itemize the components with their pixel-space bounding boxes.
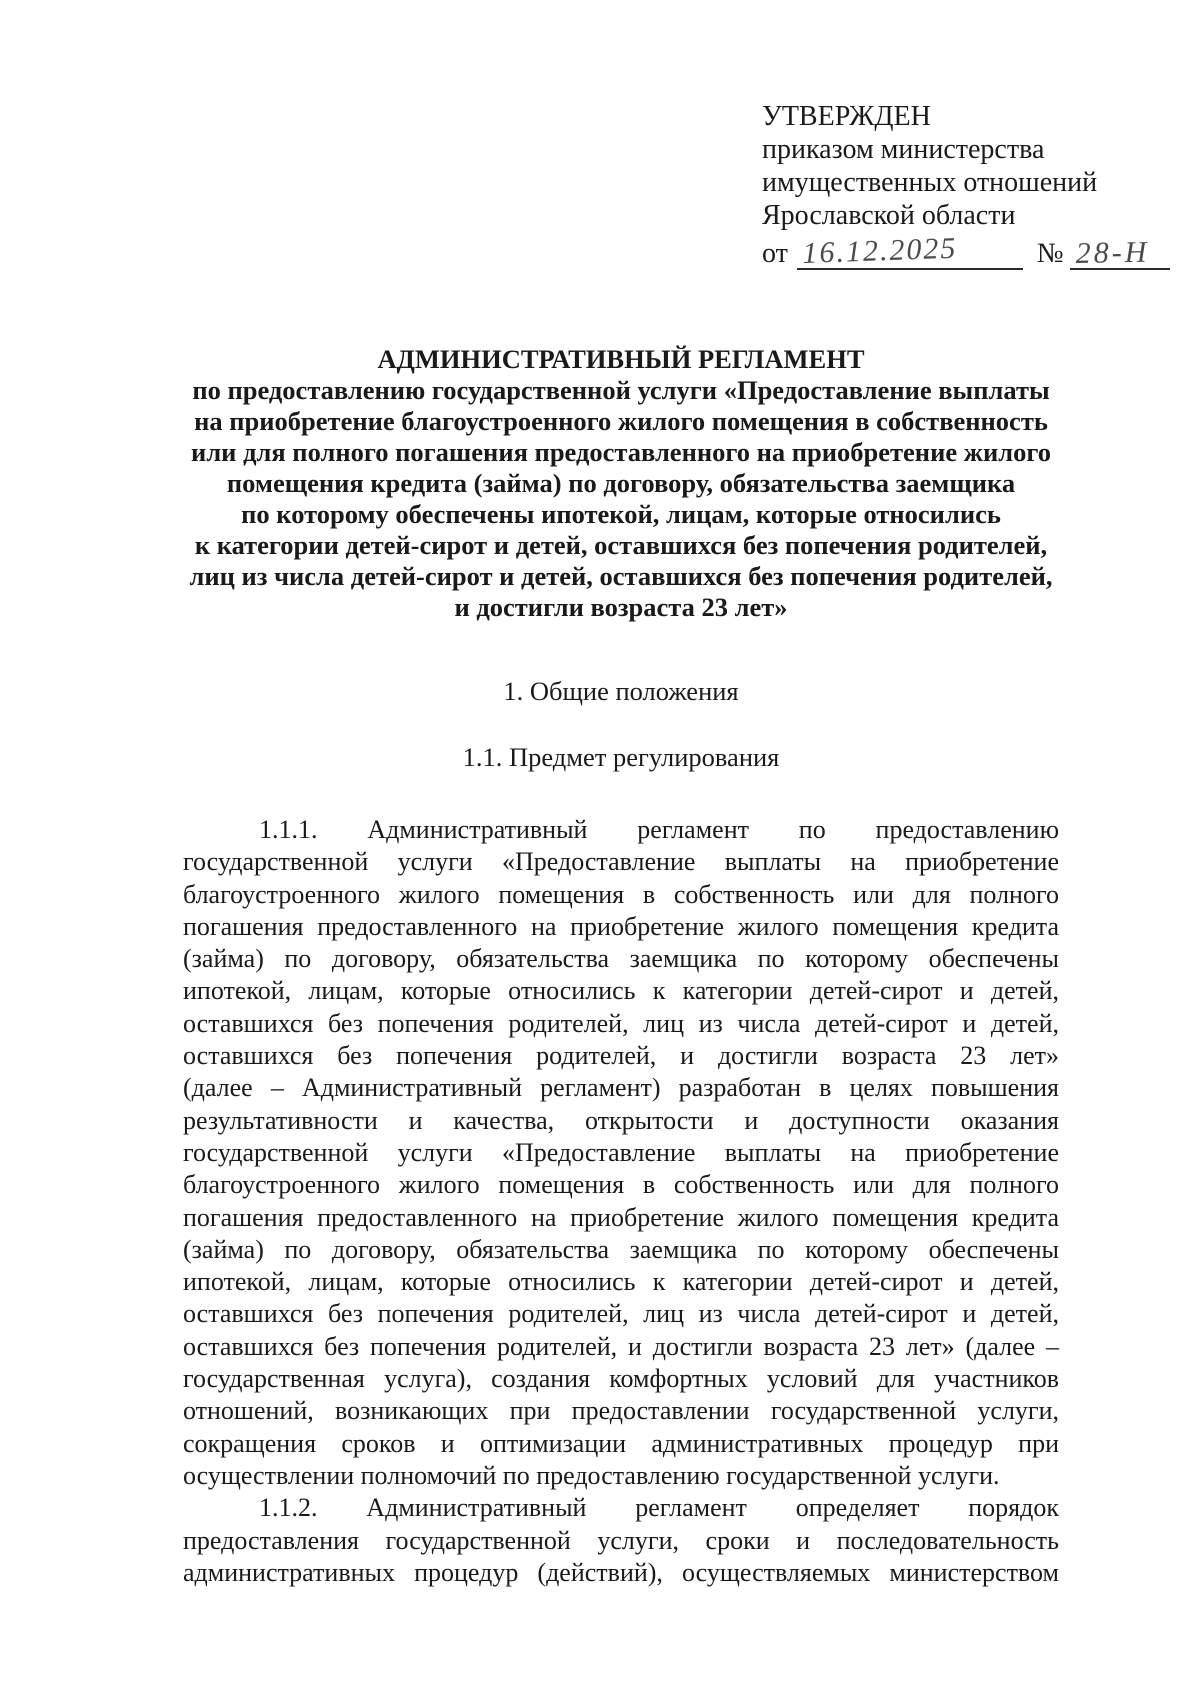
paragraph-line: государственной услуги «Предоставление выплаты на приобретение	[183, 847, 1059, 877]
title-line: помещения кредита (займа) по договору, обязательства заемщика	[226, 468, 1016, 498]
paragraph-line: предоставления государственной услуги, сроки и последовательность	[183, 1525, 1059, 1555]
paragraph-line: 1.1.1. Административный регламент по предоставлению	[259, 815, 1059, 844]
paragraph-1-1-2	[183, 1492, 1059, 1589]
handwritten-date: 16.12.2025	[801, 231, 958, 270]
approval-date-row	[762, 231, 1162, 270]
title-line: или для полного погашения предоставленного на приобретение жилого	[191, 437, 1051, 467]
paragraph-line: (займа) по договору, обязательства заемщика по которому обеспечены	[183, 1234, 1059, 1264]
paragraph-line: административных процедур (действий), осуществляемых министерством	[183, 1557, 1059, 1587]
section-heading-general: 1. Общие положения	[503, 676, 739, 706]
paragraph-line: государственная услуга), создания комфортных условий для участников	[183, 1364, 1059, 1394]
title-line: к категории детей-сирот и детей, оставшихся без попечения родителей,	[194, 530, 1048, 560]
paragraph-line: (далее – Административный регламент) разработан в целях повышения	[183, 1073, 1059, 1103]
approval-line-ministry: имущественных отношений	[762, 167, 1098, 198]
approval-line-region: Ярославской области	[762, 200, 1016, 231]
date-prefix-label: от	[762, 238, 788, 269]
paragraph-line: погашения предоставленного на приобретение жилого помещения кредита	[183, 1202, 1059, 1232]
title-line: лиц из числа детей-сирот и детей, оставшихся без попечения родителей,	[189, 561, 1053, 591]
title-line: и достигли возраста 23 лет»	[454, 592, 788, 622]
paragraph-line: результативности и качества, открытости и доступности оказания	[183, 1105, 1059, 1135]
body-text	[183, 814, 1059, 1589]
approval-block	[762, 100, 1162, 270]
number-sign-label: №	[1036, 238, 1064, 269]
paragraph-line: сокращения сроков и оптимизации административных процедур при	[183, 1428, 1059, 1458]
approval-line-order: приказом министерства	[762, 134, 1045, 165]
paragraph-line: отношений, возникающих при предоставлении государственной услуги,	[183, 1396, 1059, 1426]
paragraph-line: благоустроенного жилого помещения в собственность или для полного	[183, 879, 1059, 909]
title-line: по которому обеспечены ипотекой, лицам, которые относились	[241, 499, 1001, 529]
handwritten-number: 28-Н	[1075, 235, 1150, 270]
paragraph-line: оставшихся без попечения родителей, лиц из числа детей-сирот и детей,	[183, 1299, 1059, 1329]
paragraph-line: государственной услуги «Предоставление выплаты на приобретение	[183, 1137, 1059, 1167]
number-underline-field	[1070, 232, 1170, 270]
paragraph-line: (займа) по договору, обязательства заемщика по которому обеспечены	[183, 944, 1059, 974]
title-line: по предоставлению государственной услуги «Предоставление выплаты	[192, 375, 1050, 405]
title-line: на приобретение благоустроенного жилого помещения в собственность	[194, 406, 1048, 436]
title-subtitle-lines	[183, 375, 1059, 623]
section-heading-subject: 1.1. Предмет регулирования	[462, 742, 780, 772]
paragraph-line: осуществлении полномочий по предоставлению государственной услуги.	[183, 1460, 1000, 1490]
paragraph-line: погашения предоставленного на приобретение жилого помещения кредита	[183, 911, 1059, 941]
paragraph-line: ипотекой, лицам, которые относились к категории детей-сирот и детей,	[183, 976, 1059, 1006]
paragraph-line: благоустроенного жилого помещения в собственность или для полного	[183, 1170, 1059, 1200]
paragraph-line: оставшихся без попечения родителей, и достигли возраста 23 лет»	[183, 1041, 1059, 1071]
paragraph-line: 1.1.2. Административный регламент определяет порядок	[259, 1493, 1059, 1523]
approval-line-approved: УТВЕРЖДЕН	[762, 101, 931, 132]
paragraph-line: оставшихся без попечения родителей, лиц из числа детей-сирот и детей,	[183, 1008, 1059, 1038]
paragraph-line: оставшихся без попечения родителей, и достигли возраста 23 лет» (далее –	[183, 1331, 1059, 1361]
document-title	[183, 344, 1059, 623]
paragraph-line: ипотекой, лицам, которые относились к категории детей-сирот и детей,	[183, 1267, 1059, 1297]
date-underline-field	[797, 232, 1023, 270]
paragraph-1-1-1	[183, 814, 1059, 1492]
title-heading: АДМИНИСТРАТИВНЫЙ РЕГЛАМЕНТ	[377, 344, 865, 374]
